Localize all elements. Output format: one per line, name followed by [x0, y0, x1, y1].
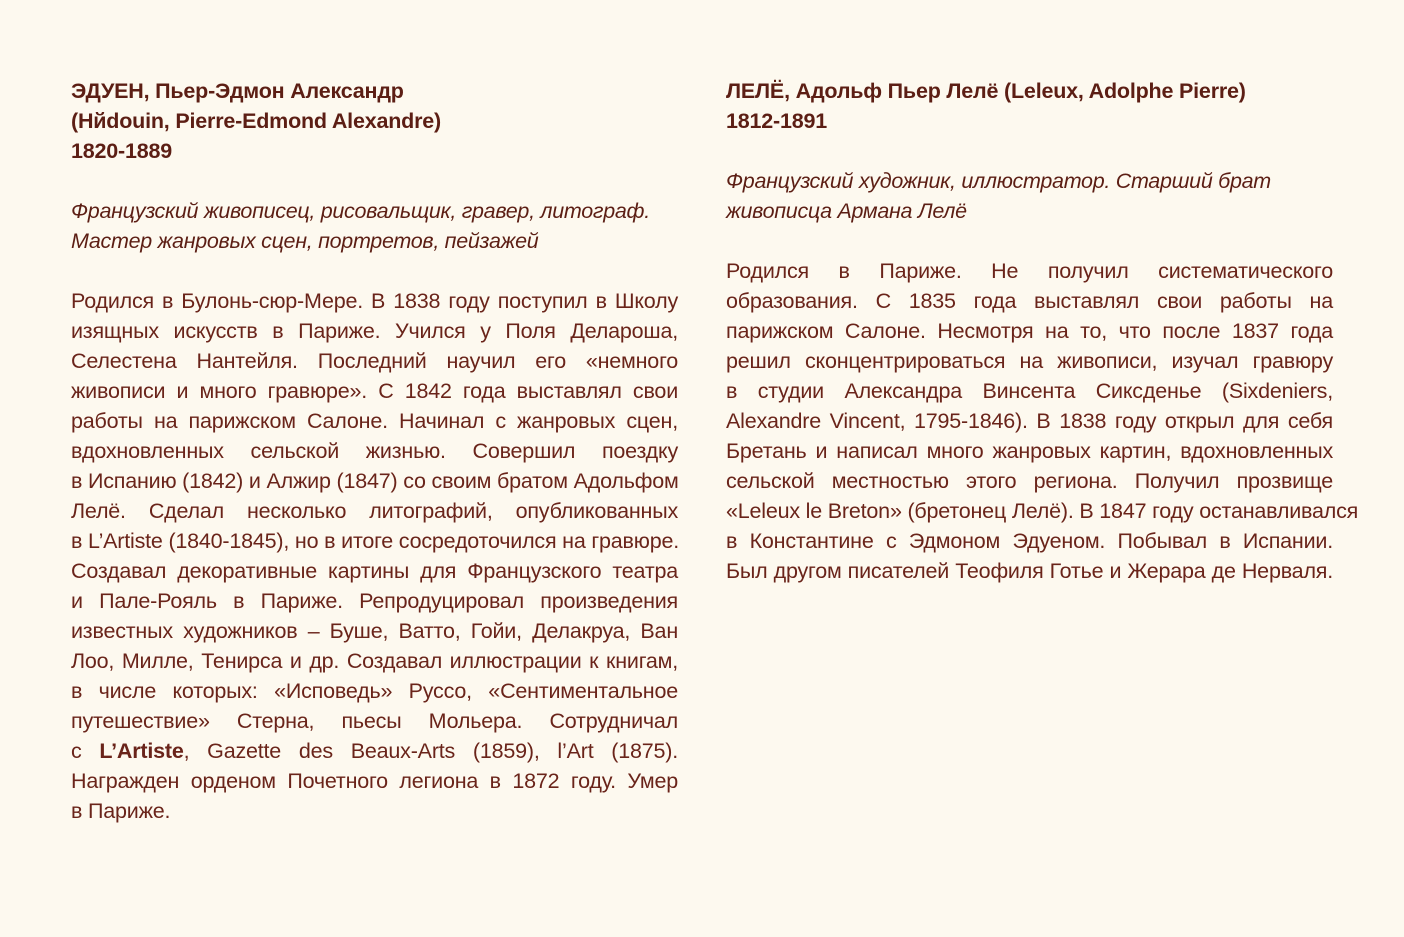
bio-line: парижском Салоне. Несмотря на то, что после 1837 года: [726, 319, 1333, 343]
bio-line: Был другом писателей Теофиля Готье и Жерара де Нерваля.: [726, 559, 1333, 583]
subtitle-line: Мастер жанровых сцен, портретов, пейзажей: [71, 229, 539, 253]
entry-subtitle: [71, 196, 678, 256]
bio-line: сельской местностью этого региона. Получил прозвище: [726, 469, 1333, 493]
bio-line: Родился в Булонь-сюр-Мере. В 1838 году поступил в Школу: [71, 289, 678, 313]
entry-subtitle: [726, 166, 1333, 226]
entry-heading: [726, 76, 1333, 136]
bio-line: в Испанию (1842) и Алжир (1847) со своим братом Адольфом: [71, 469, 679, 493]
bio-line: решил сконцентрироваться на живописи, изучал гравюру: [726, 349, 1333, 373]
heading-line: ЛЕЛЁ, Адольф Пьер Лелё (Leleux, Adolphe Pierre): [726, 79, 1246, 103]
entry-biography: [726, 256, 1359, 586]
bio-rest: , Gazette des Beaux-Arts (1859), l’Art (1875).: [183, 739, 678, 763]
bio-line: в L’Artiste (1840-1845), но в итоге сосредоточился на гравюре.: [71, 529, 679, 553]
subtitle-line: Французский художник, иллюстратор. Старший брат: [726, 169, 1271, 193]
bio-line: путешествие» Стерна, пьесы Мольера. Сотрудничал: [71, 709, 678, 733]
bio-line: в числе которых: «Исповедь» Руссо, «Сентиментальное: [71, 679, 678, 703]
entry-hedouin: [71, 76, 678, 826]
bio-line: Создавал декоративные картины для Французского театра: [71, 559, 678, 583]
bio-line: Лелё. Сделал несколько литографий, опубликованных: [71, 499, 678, 523]
subtitle-line: Французский живописец, рисовальщик, гравер, литограф.: [71, 199, 650, 223]
bio-line: Награжден орденом Почетного легиона в 1872 году. Умер: [71, 769, 678, 793]
bio-line: «Leleux le Breton» (бретонец Лелё). В 1847 году останавливался: [726, 499, 1359, 523]
bio-line: образования. С 1835 года выставлял свои работы на: [726, 289, 1333, 313]
heading-line: (Нйdouin, Pierre-Edmond Alexandre): [71, 109, 441, 133]
bio-line-with-bold: [71, 736, 678, 766]
bio-line: Родился в Париже. Не получил систематического: [726, 259, 1333, 283]
entry-heading: [71, 76, 678, 166]
bio-line: Alexandre Vincent, 1795-1846). В 1838 году открыл для себя: [726, 409, 1333, 433]
bio-line: изящных искусств в Париже. Учился у Поля Делароша,: [71, 319, 678, 343]
bio-line: Бретань и написал много жанровых картин, вдохновленных: [726, 439, 1333, 463]
heading-line: 1820-1889: [71, 139, 173, 163]
bio-prefix: с: [71, 739, 100, 763]
bio-line: Селестена Нантейля. Последний научил его «немного: [71, 349, 678, 373]
subtitle-line: живописца Армана Лелё: [726, 199, 967, 223]
bio-line: в Константине с Эдмоном Эдуеном. Побывал в Испании.: [726, 529, 1333, 553]
bio-line: известных художников – Буше, Ватто, Гойи, Делакруа, Ван: [71, 619, 678, 643]
entry-biography: [71, 286, 678, 826]
bold-publication: L’Artiste: [99, 739, 184, 763]
bio-line: в Париже.: [71, 799, 171, 823]
entry-leleux: [726, 76, 1359, 586]
bio-line: вдохновленных сельской жизнью. Совершил поездку: [71, 439, 678, 463]
heading-line: 1812-1891: [726, 109, 828, 133]
bio-line: и Пале-Рояль в Париже. Репродуцировал произведения: [71, 589, 678, 613]
bio-line: Лоо, Милле, Тенирса и др. Создавал иллюстрации к книгам,: [71, 649, 678, 673]
bio-line: живописи и много гравюре». С 1842 года выставлял свои: [71, 379, 678, 403]
bio-line: работы на парижском Салоне. Начинал с жанровых сцен,: [71, 409, 678, 433]
bio-line: в студии Александра Винсента Сиксденье (Sixdeniers,: [726, 379, 1333, 403]
heading-line: ЭДУЕН, Пьер-Эдмон Александр: [71, 79, 404, 103]
